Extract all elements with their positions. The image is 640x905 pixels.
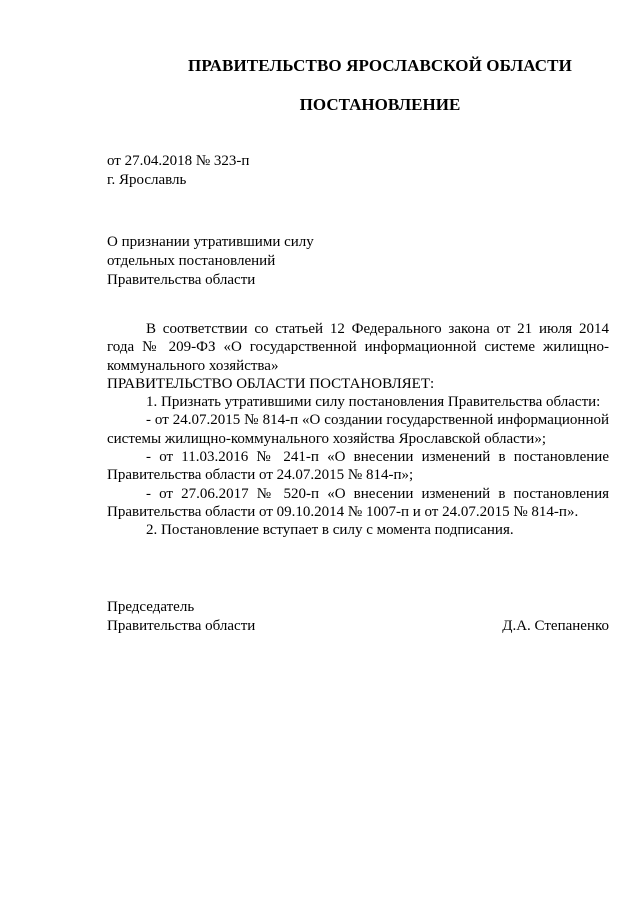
signatory-position (107, 598, 255, 636)
subitem-3: - от 27.06.2017 № 520-п «О внесении изменений в постановления Правительства области от 09.10.2014 № 1007-п и от 24.07.2015 № 814-п». (107, 485, 609, 520)
position-line: Председатель (107, 599, 195, 615)
item-2: 2. Постановление вступает в силу с момента подписания. (146, 522, 514, 539)
position-line: Правительства области (107, 618, 256, 634)
date-number: от 27.04.2018 № 323-п (107, 153, 250, 169)
city: г. Ярославль (107, 172, 187, 188)
document-subject (107, 233, 314, 290)
document-type-title: ПОСТАНОВЛЕНИЕ (299, 95, 461, 114)
document-body (107, 320, 609, 540)
decree-line: ПРАВИТЕЛЬСТВО ОБЛАСТИ ПОСТАНОВЛЯЕТ: (107, 375, 435, 392)
subject-line: отдельных постановлений (107, 253, 276, 269)
subitem-2: - от 11.03.2016 № 241-п «О внесении изменений в постановление Правительства области от 24.07.2015 № 814-п»; (107, 449, 609, 484)
subject-line: О признании утратившими силу (107, 234, 314, 250)
subitem-1: - от 24.07.2015 № 814-п «О создании государственной информационной системы жилищно-коммунального хозяйства Ярославской области»; (107, 412, 609, 447)
signatory-name: Д.А. Степаненко (502, 618, 609, 634)
intro-paragraph: В соответствии со статьей 12 Федерального закона от 21 июля 2014 года № 209-ФЗ «О государственной информационной системе жилищно-коммунального хозяйства» (107, 321, 609, 374)
document-meta (107, 152, 249, 190)
item-1: 1. Признать утратившими силу постановления Правительства области: (146, 394, 601, 411)
subject-line: Правительства области (107, 272, 256, 288)
government-title: ПРАВИТЕЛЬСТВО ЯРОСЛАВСКОЙ ОБЛАСТИ (188, 56, 572, 75)
